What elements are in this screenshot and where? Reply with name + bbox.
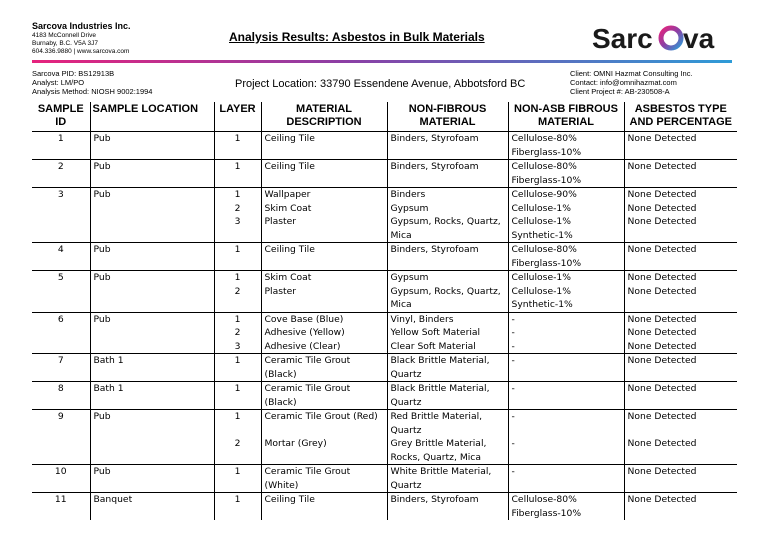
layer-cell: 1: [214, 160, 261, 188]
non-fibrous-material-cell: Binders, Styrofoam: [387, 493, 508, 521]
client-contact: Contact: info@omnihazmat.com: [570, 78, 677, 87]
non-fibrous-material-cell: Gypsum, Rocks, Quartz, Mica: [387, 285, 508, 313]
layer-cell: 1: [214, 465, 261, 493]
sarcova-logo: [590, 18, 730, 58]
layer-cell: 1: [214, 132, 261, 160]
layer-cell: 2: [214, 202, 261, 216]
non-asb-fibrous-material-cell: -: [508, 354, 624, 382]
sample-id-cell: 7: [32, 354, 90, 382]
analyst: Analyst: LM/PO: [32, 78, 85, 87]
sample-id-cell: 5: [57, 272, 64, 283]
table-row: [32, 382, 737, 410]
layer-cell: 1: [214, 243, 261, 271]
non-fibrous-material-cell: Binders, Styrofoam: [387, 160, 508, 188]
non-fibrous-material-cell: White Brittle Material, Quartz: [387, 465, 508, 493]
svg-text:va: va: [683, 23, 715, 54]
material-description-cell: Ceramic Tile Grout (Black): [261, 354, 387, 382]
header-sample-location: SAMPLE LOCATION: [90, 102, 214, 132]
material-description-cell: Ceramic Tile Grout (Black): [261, 382, 387, 410]
table-row: [32, 465, 737, 493]
asbestos-type-cell: None Detected: [624, 382, 737, 410]
sample-location-cell: [90, 285, 214, 313]
table-row: [32, 493, 737, 521]
sample-location-cell: Pub: [90, 243, 214, 271]
material-description-cell: Plaster: [261, 215, 387, 243]
header-non-asb-fibrous: NON-ASB FIBROUS MATERIAL: [508, 102, 624, 132]
sample-location-cell: Pub: [90, 132, 214, 160]
sample-id-cell: [32, 326, 90, 340]
non-asb-fibrous-material-cell: -: [508, 340, 624, 354]
table-row: [32, 326, 737, 340]
asbestos-type-cell: None Detected: [624, 160, 737, 188]
asbestos-type-cell: None Detected: [624, 271, 737, 285]
non-asb-fibrous-material-cell: -: [508, 437, 624, 465]
header-divider: [32, 60, 732, 63]
material-description-cell: Adhesive (Yellow): [261, 326, 387, 340]
non-fibrous-material-cell: Yellow Soft Material: [387, 326, 508, 340]
material-description-cell: Cove Base (Blue): [261, 312, 387, 326]
sarcova-pid: Sarcova PID: BS12913B: [32, 69, 115, 78]
client: Client: OMNI Hazmat Consulting Inc.: [570, 69, 693, 78]
table-row: [32, 271, 737, 285]
asbestos-type-cell: None Detected: [624, 465, 737, 493]
non-fibrous-material-cell: Red Brittle Material, Quartz: [387, 410, 508, 438]
non-asb-fibrous-material-cell: -: [508, 312, 624, 326]
non-asb-fibrous-material-cell: Cellulose-90%: [508, 188, 624, 202]
asbestos-type-cell: None Detected: [624, 493, 737, 521]
material-description-cell: Ceiling Tile: [261, 493, 387, 521]
table-row: [32, 410, 737, 438]
sample-id-cell: 11: [54, 494, 67, 505]
non-asb-fibrous-material-cell: Cellulose-80% Fiberglass-10%: [508, 243, 624, 271]
project-location: Project Location: 33790 Essendene Avenue, Abbotsford BC: [235, 78, 526, 90]
results-table: [32, 102, 737, 520]
material-description-cell: Plaster: [261, 285, 387, 313]
table-row: [32, 354, 737, 382]
layer-cell: 3: [214, 340, 261, 354]
header-sample-id: SAMPLE ID: [32, 102, 90, 132]
asbestos-type-cell: None Detected: [624, 437, 737, 465]
non-fibrous-material-cell: Clear Soft Material: [387, 340, 508, 354]
sample-location-cell: [90, 202, 214, 216]
non-asb-fibrous-material-cell: -: [508, 465, 624, 493]
material-description-cell: Ceiling Tile: [261, 160, 387, 188]
sample-id-cell: 1: [32, 132, 90, 160]
sample-id-cell: 6: [57, 313, 64, 325]
non-asb-fibrous-material-cell: Cellulose-80% Fiberglass-10%: [508, 132, 624, 160]
sample-id-cell: [32, 215, 90, 243]
layer-cell: 2: [214, 437, 261, 465]
sample-id-cell: [32, 340, 90, 354]
material-description-cell: Skim Coat: [261, 271, 387, 285]
layer-cell: 1: [214, 354, 261, 382]
table-row: [32, 160, 737, 188]
meta-right: [570, 69, 693, 96]
header-asbestos: ASBESTOS TYPE AND PERCENTAGE: [624, 102, 737, 132]
sample-id-cell: 10: [32, 465, 90, 493]
non-fibrous-material-cell: Black Brittle Material, Quartz: [387, 354, 508, 382]
svg-text:Sarc: Sarc: [592, 23, 653, 54]
company-block: [32, 22, 131, 56]
table-row: [32, 132, 737, 160]
layer-cell: 1: [214, 493, 261, 521]
material-description-cell: Ceramic Tile Grout (White): [261, 465, 387, 493]
non-fibrous-material-cell: Vinyl, Binders: [387, 312, 508, 326]
material-description-cell: Wallpaper: [261, 188, 387, 202]
material-description-cell: Ceiling Tile: [261, 132, 387, 160]
non-asb-fibrous-material-cell: -: [508, 382, 624, 410]
table-row: [32, 215, 737, 243]
sample-location-cell: [90, 215, 214, 243]
table-row: [32, 202, 737, 216]
sample-location-cell: [90, 340, 214, 354]
sample-id-cell: [32, 285, 90, 313]
sample-location-cell: Pub: [90, 465, 214, 493]
table-row: [32, 243, 737, 271]
company-address-2: Burnaby, B.C. V5A 3J7: [32, 40, 98, 47]
non-fibrous-material-cell: Binders, Styrofoam: [387, 132, 508, 160]
sample-location-cell: Pub: [90, 271, 214, 285]
layer-cell: 1: [214, 410, 261, 438]
sample-location-cell: Pub: [90, 188, 214, 202]
header-material-description: MATERIAL DESCRIPTION: [261, 102, 387, 132]
meta-left: [32, 69, 152, 96]
table-row: [32, 188, 737, 202]
material-description-cell: Mortar (Grey): [261, 437, 387, 465]
layer-cell: 1: [214, 271, 261, 285]
company-address-1: 4183 McConnell Drive: [32, 32, 96, 39]
sample-id-cell: 9: [57, 411, 64, 422]
layer-cell: 1: [214, 382, 261, 410]
sample-location-cell: [90, 437, 214, 465]
asbestos-type-cell: None Detected: [624, 326, 737, 340]
layer-cell: 2: [214, 285, 261, 313]
material-description-cell: Ceiling Tile: [261, 243, 387, 271]
table-body: [32, 132, 737, 521]
non-asb-fibrous-material-cell: Cellulose-1%: [508, 202, 624, 216]
non-asb-fibrous-material-cell: Cellulose-80% Fiberglass-10%: [508, 160, 624, 188]
sample-location-cell: Bath 1: [90, 354, 214, 382]
table-row: [32, 340, 737, 354]
sample-id-cell: 2: [32, 160, 90, 188]
non-asb-fibrous-material-cell: -: [508, 410, 624, 438]
sample-location-cell: Pub: [90, 312, 214, 326]
sample-id-cell: [32, 437, 90, 465]
non-asb-fibrous-material-cell: -: [508, 326, 624, 340]
material-description-cell: Adhesive (Clear): [261, 340, 387, 354]
non-fibrous-material-cell: Binders: [387, 188, 508, 202]
non-fibrous-material-cell: Gypsum: [387, 202, 508, 216]
layer-cell: 2: [214, 326, 261, 340]
non-fibrous-material-cell: Binders, Styrofoam: [387, 243, 508, 271]
sample-location-cell: Pub: [90, 410, 214, 438]
non-fibrous-material-cell: Grey Brittle Material, Rocks, Quartz, Mica: [387, 437, 508, 465]
material-description-cell: Skim Coat: [261, 202, 387, 216]
asbestos-type-cell: None Detected: [624, 188, 737, 202]
material-description-cell: Ceramic Tile Grout (Red): [261, 410, 387, 438]
layer-cell: 1: [214, 188, 261, 202]
asbestos-type-cell: None Detected: [624, 202, 737, 216]
sample-id-cell: 4: [32, 243, 90, 271]
asbestos-type-cell: None Detected: [624, 340, 737, 354]
layer-cell: 1: [214, 312, 261, 326]
sample-location-cell: Bath 1: [90, 382, 214, 410]
asbestos-type-cell: None Detected: [624, 410, 737, 438]
report-title: Analysis Results: Asbestos in Bulk Materials: [229, 30, 485, 44]
table-header-row: [32, 102, 737, 132]
non-asb-fibrous-material-cell: Cellulose-1% Synthetic-1%: [508, 285, 624, 313]
asbestos-type-cell: None Detected: [624, 312, 737, 326]
asbestos-type-cell: None Detected: [624, 215, 737, 243]
table-row: [32, 285, 737, 313]
non-fibrous-material-cell: Gypsum: [387, 271, 508, 285]
company-contact: 604.336.9880 | www.sarcova.com: [32, 48, 130, 55]
asbestos-type-cell: None Detected: [624, 285, 737, 313]
sample-location-cell: [90, 326, 214, 340]
client-project: Client Project #: AB-230508-A: [570, 87, 670, 96]
sample-location-cell: Pub: [90, 160, 214, 188]
sample-id-cell: 3: [57, 189, 64, 200]
non-asb-fibrous-material-cell: Cellulose-1%: [508, 271, 624, 285]
table-row: [32, 312, 737, 326]
analysis-method: Analysis Method: NIOSH 9002:1994: [32, 87, 153, 96]
asbestos-type-cell: None Detected: [624, 354, 737, 382]
asbestos-type-cell: None Detected: [624, 132, 737, 160]
layer-cell: 3: [214, 215, 261, 243]
asbestos-type-cell: None Detected: [624, 243, 737, 271]
header-non-fibrous: NON-FIBROUS MATERIAL: [387, 102, 508, 132]
sample-id-cell: 8: [32, 382, 90, 410]
sample-location-cell: Banquet: [90, 493, 214, 521]
non-fibrous-material-cell: Gypsum, Rocks, Quartz, Mica: [387, 215, 508, 243]
table-row: [32, 437, 737, 465]
non-fibrous-material-cell: Black Brittle Material, Quartz: [387, 382, 508, 410]
non-asb-fibrous-material-cell: Cellulose-1% Synthetic-1%: [508, 215, 624, 243]
header-layer: LAYER: [214, 102, 261, 132]
company-name: Sarcova Industries Inc.: [32, 21, 131, 31]
sample-id-cell: [32, 202, 90, 216]
non-asb-fibrous-material-cell: Cellulose-80% Fiberglass-10%: [508, 493, 624, 521]
